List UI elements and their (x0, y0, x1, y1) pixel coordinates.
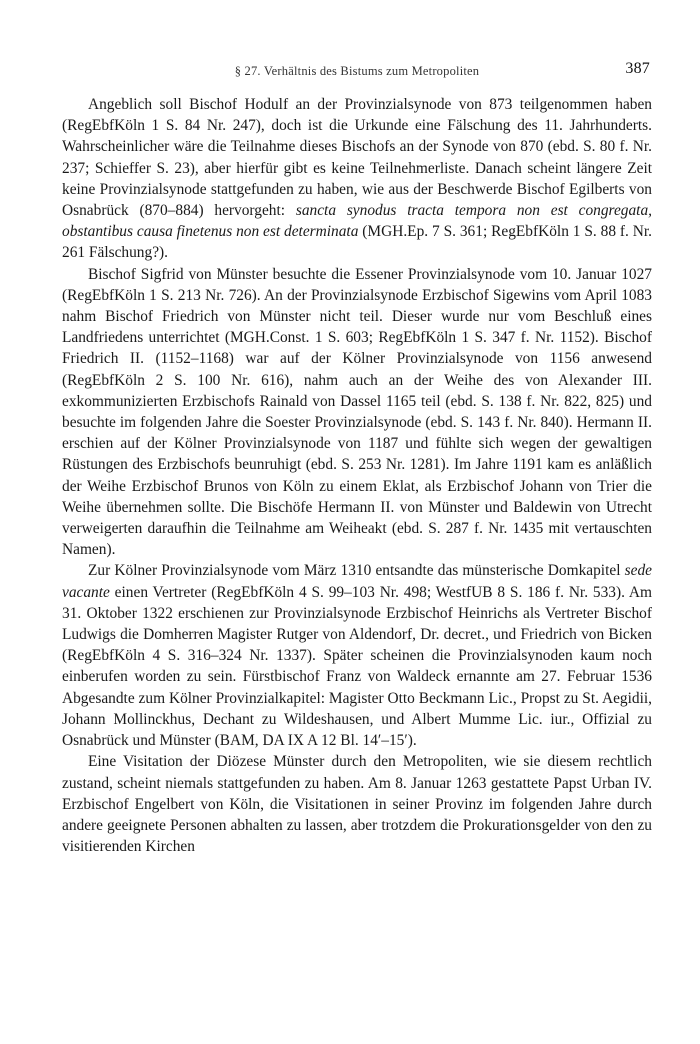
sede-vacante-term: sede vacante (62, 562, 652, 601)
paragraph-3-text-b: einen Vertreter (RegEbfKöln 4 S. 99–103 Nr. 498; WestfUB 8 S. 186 f. Nr. 533). Am 31. Oktober 1322 erschienen zur Provinzialsynode Erzbischof Heinrichs als Vertreter Bischof Ludwigs die Domherren Magister Rutger von Aldendorf, Dr. decret., und Friedrich von Bicken (RegEbfKöln 4 S. 316–324 Nr. 1337). Später scheinen die Provinzialsynoden kaum noch einberufen worden zu sein. Fürstbischof Franz von Waldeck ernannte am 27. Februar 1536 Abgesandte zum Kölner Provinzialkapitel: Magister Otto Beckmann Lic., Propst zu St. Aegidii, Johann Mollinckhus, Dechant zu Wildeshausen, und Albert Mumme Lic. iur., Offizial zu Osnabrück und Münster (BAM, DA IX A 12 Bl. 14′–15′). (62, 583, 652, 750)
paragraph-2 (62, 264, 652, 561)
paragraph-1-text-b: (MGH.Ep. 7 S. 361; RegEbfKöln 1 S. 88 f. Nr. 261 Fälschung?). (62, 223, 652, 262)
page-number: 387 (625, 60, 650, 77)
paragraph-3-text-a: Zur Kölner Provinzialsynode vom März 1310 entsandte das münsterische Domkapitel (88, 562, 625, 580)
paragraph-1 (62, 94, 652, 264)
paragraph-1-text-a: Angeblich soll Bischof Hodulf an der Provinzialsynode von 873 teilgenommen haben (RegEbfKöln 1 S. 84 Nr. 247), doch ist die Urkunde eine Fälschung des 11. Jahrhunderts. Wahrscheinlicher wäre die Teilnahme dieses Bischofs an der Synode von 870 (ebd. S. 80 f. Nr. 237; Schieffer S. 23), aber hierfür gibt es keine Teilnehmerliste. Danach scheint längere Zeit keine Provinzialsynode stattgefunden zu haben, wie aus der Beschwerde Bischof Egilberts von Osnabrück (870–884) hervorgeht: (62, 96, 652, 220)
paragraph-2-text: Bischof Sigfrid von Münster besuchte die Essener Provinzialsynode vom 10. Januar 1027 (RegEbfKöln 1 S. 213 Nr. 726). An der Provinzialsynode Erzbischof Sigewins vom April 1083 nahm Bischof Friedrich von Münster nicht teil. Dieser wurde nur vom Beschluß eines Landfriedens unterrichtet (MGH.Const. 1 S. 603; RegEbfKöln 1 S. 347 f. Nr. 1152). Bischof Friedrich II. (1152–1168) war auf der Kölner Provinzialsynode von 1156 anwesend (RegEbfKöln 2 S. 100 Nr. 616), nahm auch an der Weihe des von Alexander III. exkommunizierten Erzbischofs Rainald von Dassel 1165 teil (ebd. S. 138 f. Nr. 822, 825) und besuchte im folgenden Jahre die Soester Provinzialsynode (ebd. S. 143 f. Nr. 840). Hermann II. erschien auf der Kölner Provinzialsynode von 1187 und fühlte sich wegen der gewaltigen Rüstungen des Erzbischofs beunruhigt (ebd. S. 253 Nr. 1281). Im Jahre 1191 kam es anläßlich der Weihe Erzbischof Brunos von Köln zu einem Eklat, als Erzbischof Johann von Trier die Weihe übernehmen sollte. Die Bischöfe Hermann II. von Münster und Baldewin von Utrecht verweigerten daraufhin die Teilnahme am Weiheakt (ebd. S. 287 f. Nr. 1435 mit vertauschten Namen). (62, 265, 652, 559)
running-title: § 27. Verhältnis des Bistums zum Metropoliten (234, 64, 480, 78)
paragraph-4 (62, 751, 652, 857)
body-text (62, 94, 652, 857)
latin-quotation: sancta synodus tracta tempora non est congregata, obstantibus causa finetenus non est determinata (62, 202, 652, 241)
running-header (62, 58, 652, 82)
book-page (62, 58, 652, 857)
paragraph-3 (62, 560, 652, 751)
paragraph-4-text: Eine Visitation der Diözese Münster durch den Metropoliten, wie sie diesem rechtlich zustand, scheint niemals stattgefunden zu haben. Am 8. Januar 1263 gestattete Papst Urban IV. Erzbischof Engelbert von Köln, die Visitationen in seiner Provinz im folgenden Jahre durch andere geeignete Personen abhalten zu lassen, aber trotzdem die Prokurationsgelder von den zu visitierenden Kirchen (62, 753, 652, 856)
